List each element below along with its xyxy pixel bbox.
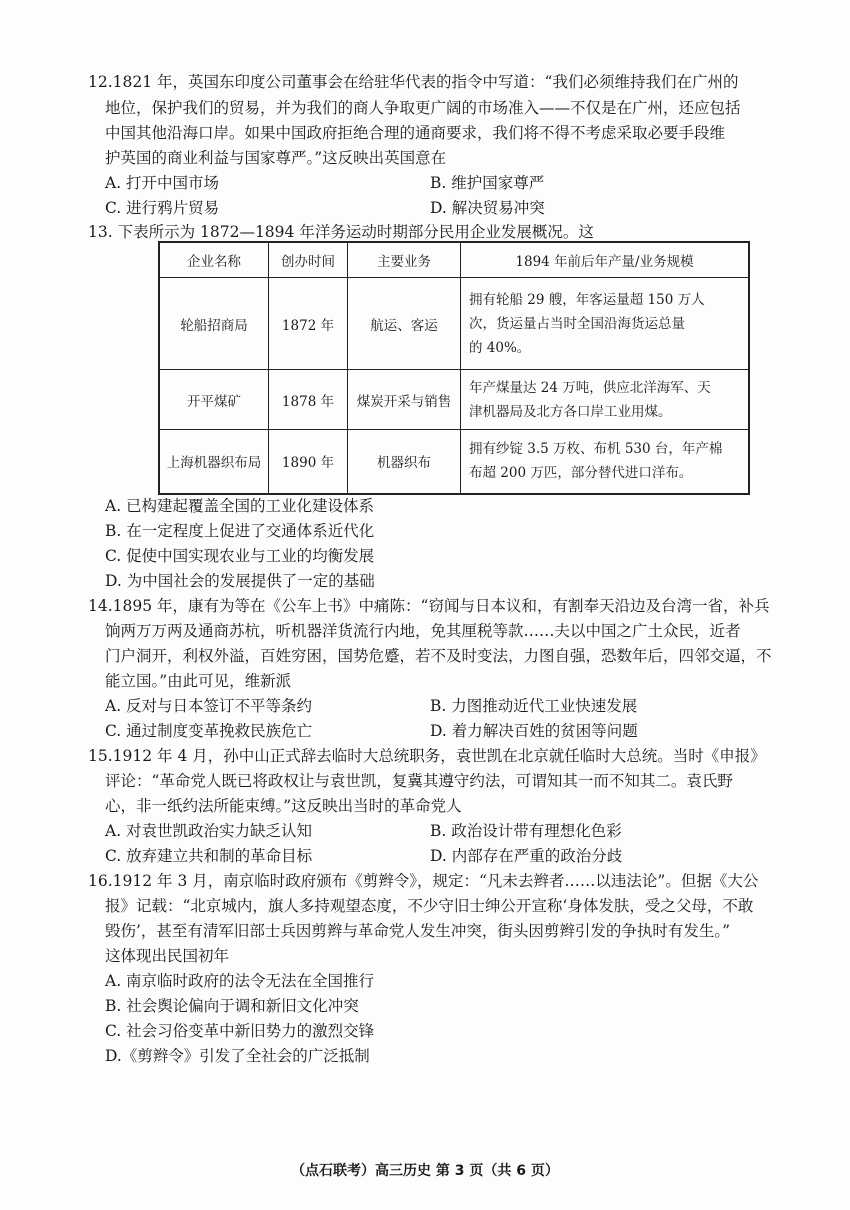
option-d: D. 着力解决百姓的贫困等问题 xyxy=(430,722,638,740)
table-row xyxy=(159,370,749,430)
option-a: A. 南京临时政府的法令无法在全国推行 xyxy=(105,972,375,990)
option-c: C. 放弃建立共和制的革命目标 xyxy=(105,847,313,865)
table-cell: 航运、客运 xyxy=(348,278,461,370)
option-a: A. 打开中国市场 xyxy=(105,174,220,192)
option-d: D. 解决贸易冲突 xyxy=(430,199,545,217)
table-cell: 机器织布 xyxy=(348,430,461,494)
question-text-line: 能立国。”由此可见，维新派 xyxy=(105,672,292,690)
question-text-line: 16.1912 年 3 月，南京临时政府颁布《剪辫令》，规定：“凡未去辫者……以违法论”。但据《大公 xyxy=(88,872,759,890)
question-text-line: 心，非一纸约法所能束缚。”这反映出当时的革命党人 xyxy=(105,797,462,815)
table-header-row xyxy=(159,242,749,278)
option-b: B. 维护国家尊严 xyxy=(430,174,545,192)
question-text-line: 14.1895 年，康有为等在《公车上书》中痛陈：“窃闻与日本议和，有割奉天沿边及台湾一省，补兵 xyxy=(88,597,770,615)
table-cell: 轮船招商局 xyxy=(159,278,269,370)
table-row xyxy=(159,430,749,494)
option-c: C. 进行鸦片贸易 xyxy=(105,199,220,217)
question-text-line: 门户洞开，利权外溢，百姓穷困，国势危蹙，若不及时变法，力图自强，恐数年后，四邻交逼，不 xyxy=(105,647,772,665)
table-header: 主要业务 xyxy=(348,242,461,278)
option-b: B. 在一定程度上促进了交通体系近代化 xyxy=(105,522,375,540)
question-text-line: 13. 下表所示为 1872—1894 年洋务运动时期部分民用企业发展概况。这 xyxy=(88,223,594,241)
cell-line: 的 40%。 xyxy=(469,339,531,356)
question-text-line: 饷两万万两及通商苏杭，听机器洋货流行内地，免其厘税等款……夫以中国之广土众民，近者 xyxy=(105,622,741,640)
table-cell: 1878 年 xyxy=(269,370,348,430)
question-text-line: 地位，保护我们的贸易，并为我们的商人争取更广阔的市场准入——不仅是在广州，还应包括 xyxy=(105,99,741,117)
table-cell xyxy=(461,430,750,494)
cell-line: 拥有纱锭 3.5 万枚、布机 530 台，年产棉 xyxy=(469,441,723,458)
table-cell xyxy=(461,370,750,430)
cell-line: 布超 200 万匹，部分替代进口洋布。 xyxy=(469,465,693,482)
question-text-line: 15.1912 年 4 月，孙中山正式辞去临时大总统职务，袁世凯在北京就任临时大总统。当时《申报》 xyxy=(88,747,766,765)
option-d: D.《剪辫令》引发了全社会的广泛抵制 xyxy=(105,1047,370,1065)
option-a: A. 对袁世凯政治实力缺乏认知 xyxy=(105,822,313,840)
cell-line: 年产煤量达 24 万吨，供应北洋海军、天 xyxy=(469,379,711,396)
table-header: 1894 年前后年产量/业务规模 xyxy=(461,242,750,278)
option-b: B. 力图推动近代工业快速发展 xyxy=(430,697,638,715)
table-cell xyxy=(461,278,750,370)
cell-line: 拥有轮船 29 艘，年客运量超 150 万人 xyxy=(469,291,705,308)
table-header: 创办时间 xyxy=(269,242,348,278)
page-footer: （点石联考）高三历史 第 3 页（共 6 页） xyxy=(291,1163,559,1179)
table-row xyxy=(159,278,749,370)
option-a: A. 已构建起覆盖全国的工业化建设体系 xyxy=(105,497,375,515)
question-text-line: 中国其他沿海口岸。如果中国政府拒绝合理的通商要求，我们将不得不考虑采取必要手段维 xyxy=(105,124,726,142)
table-cell: 1890 年 xyxy=(269,430,348,494)
question-text-line: 评论：“革命党人既已将政权让与袁世凯，复冀其遵守约法，可谓知其一而不知其二。袁氏野 xyxy=(105,772,733,790)
option-b: B. 社会舆论偏向于调和新旧文化冲突 xyxy=(105,997,359,1015)
question-text-line: 护英国的商业利益与国家尊严。”这反映出英国意在 xyxy=(105,149,447,167)
option-a: A. 反对与日本签订不平等条约 xyxy=(105,697,313,715)
question-text-line: 报》记载：“北京城内，旗人多持观望态度，不少守旧士绅公开宣称‘身体发肤，受之父母，不敢 xyxy=(105,897,754,915)
question-text-line: 这体现出民国初年 xyxy=(105,947,230,965)
table-header: 企业名称 xyxy=(159,242,269,278)
question-text-line: 12.1821 年，英国东印度公司董事会在给驻华代表的指令中写道：“我们必须维持我们在广州的 xyxy=(88,73,739,91)
option-d: D. 内部存在严重的政治分歧 xyxy=(430,847,623,865)
option-c: C. 社会习俗变革中新旧势力的激烈交锋 xyxy=(105,1022,375,1040)
option-c: C. 促使中国实现农业与工业的均衡发展 xyxy=(105,547,375,565)
option-c: C. 通过制度变革挽救民族危亡 xyxy=(105,722,313,740)
table-cell: 开平煤矿 xyxy=(159,370,269,430)
option-d: D. 为中国社会的发展提供了一定的基础 xyxy=(105,572,375,590)
cell-line: 津机器局及北方各口岸工业用煤。 xyxy=(469,403,672,420)
cell-line: 次，货运量占当时全国沿海货运总量 xyxy=(469,315,685,332)
table-cell: 1872 年 xyxy=(269,278,348,370)
question-text-line: 毁伤’，甚至有清军旧部士兵因剪辫与革命党人发生冲突，街头因剪辫引发的争执时有发生。” xyxy=(105,922,731,940)
table-cell: 煤炭开采与销售 xyxy=(348,370,461,430)
option-b: B. 政治设计带有理想化色彩 xyxy=(430,822,622,840)
enterprise-table xyxy=(158,241,750,495)
table-cell: 上海机器织布局 xyxy=(159,430,269,494)
